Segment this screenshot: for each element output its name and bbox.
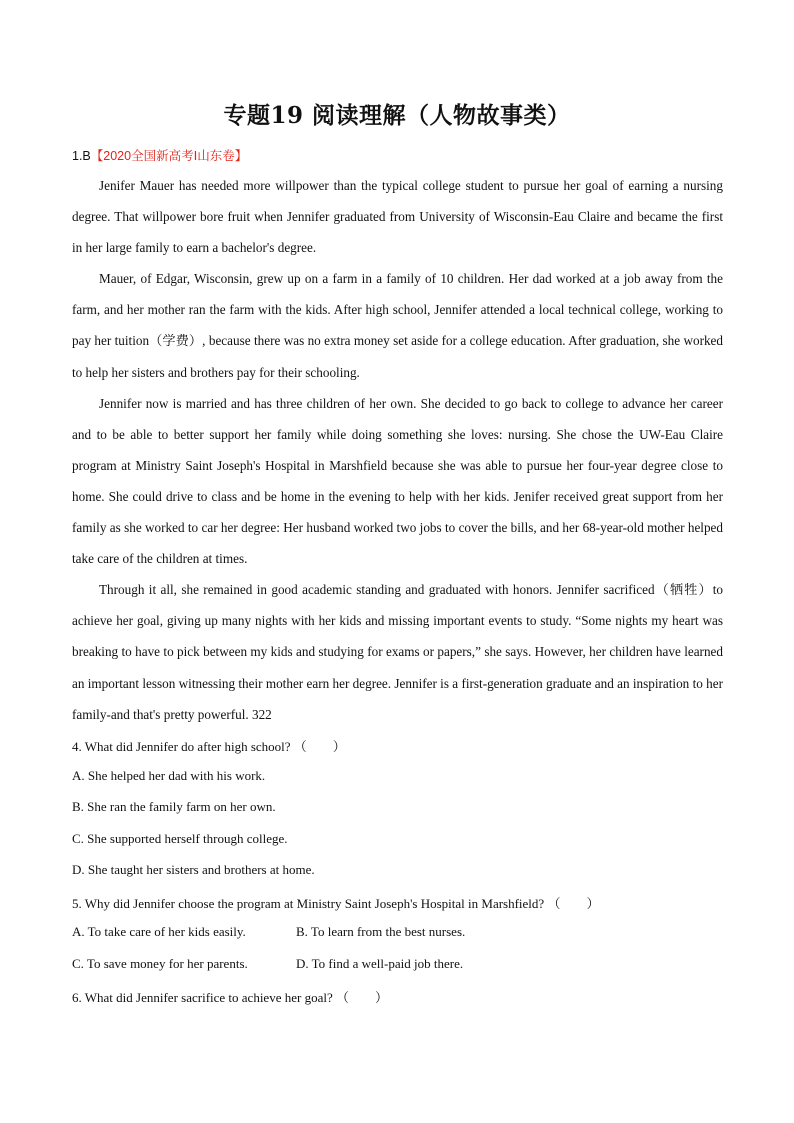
- passage-paragraph-2: Mauer, of Edgar, Wisconsin, grew up on a farm in a family of 10 children. Her dad worked at a job away from the farm, and her mother ran the farm with the kids. After high school, Jennifer attended a local technical college, working to pay her tuition（学费）, because there was no extra money set aside for a college education. After graduation, she worked to help her sisters and brothers pay for their schooling.: [72, 271, 723, 380]
- question-4-stem: 4. What did Jennifer do after high school? （ ）: [72, 739, 346, 754]
- question-5-stem: 5. Why did Jennifer choose the program at Ministry Saint Joseph's Hospital in Marshfield? （ ）: [72, 896, 600, 911]
- passage-number: 1.B: [72, 149, 91, 163]
- passage-paragraph-3: Jennifer now is married and has three children of her own. She decided to go back to college to advance her career and to be able to better support her family while doing something she loves: nursing. She chose the UW-Eau Claire program at Ministry Saint Joseph's Hospital in Marshfield because she was able to pursue her four-year degree close to home. She could drive to class and be home in the evening to help with her kids. Jenifer received great support from her family as she worked to car her degree: Her husband worked two jobs to cover the bills, and her 68-year-old mother helped take care of the children at times.: [72, 395, 723, 567]
- passage-paragraph-1: Jenifer Mauer has needed more willpower than the typical college student to pursue her goal of earning a nursing degree. That willpower bore fruit when Jennifer graduated from University of Wisconsin-Eau Claire and became the first in her large family to earn a bachelor's degree.: [72, 178, 723, 256]
- exam-source-tag: 【2020全国新高考Ⅰ山东卷】: [90, 149, 248, 163]
- question-4-option-c: C. She supported herself through college.: [72, 831, 288, 846]
- question-4-option-a: A. She helped her dad with his work.: [72, 768, 266, 783]
- passage-source: [72, 146, 247, 164]
- question-5-option-b: B. To learn from the best nurses.: [296, 924, 466, 939]
- question-5-option-d: D. To find a well-paid job there.: [296, 956, 464, 971]
- question-5-option-c: C. To save money for her parents.: [72, 956, 248, 971]
- question-5-option-a: A. To take care of her kids easily.: [72, 924, 246, 939]
- passage-paragraph-4: Through it all, she remained in good academic standing and graduated with honors. Jennifer sacrificed（牺牲）to achieve her goal, giving up many nights with her kids and missing important events to study. “Some nights my heart was breaking to have to pick between my kids and studying for exams or papers,” she says. However, her children have learned an important lesson witnessing their mother earn her degree. Jennifer is a first-generation graduate and an inspiration to her family-and that's pretty powerful. 322: [72, 582, 723, 722]
- page-title: 专题19 阅读理解（人物故事类）: [223, 102, 571, 129]
- question-6-stem: 6. What did Jennifer sacrifice to achieve her goal? （ ）: [72, 990, 388, 1005]
- question-4-option-d: D. She taught her sisters and brothers at home.: [72, 862, 315, 877]
- reading-passage: [72, 170, 723, 730]
- question-4-option-b: B. She ran the family farm on her own.: [72, 799, 276, 814]
